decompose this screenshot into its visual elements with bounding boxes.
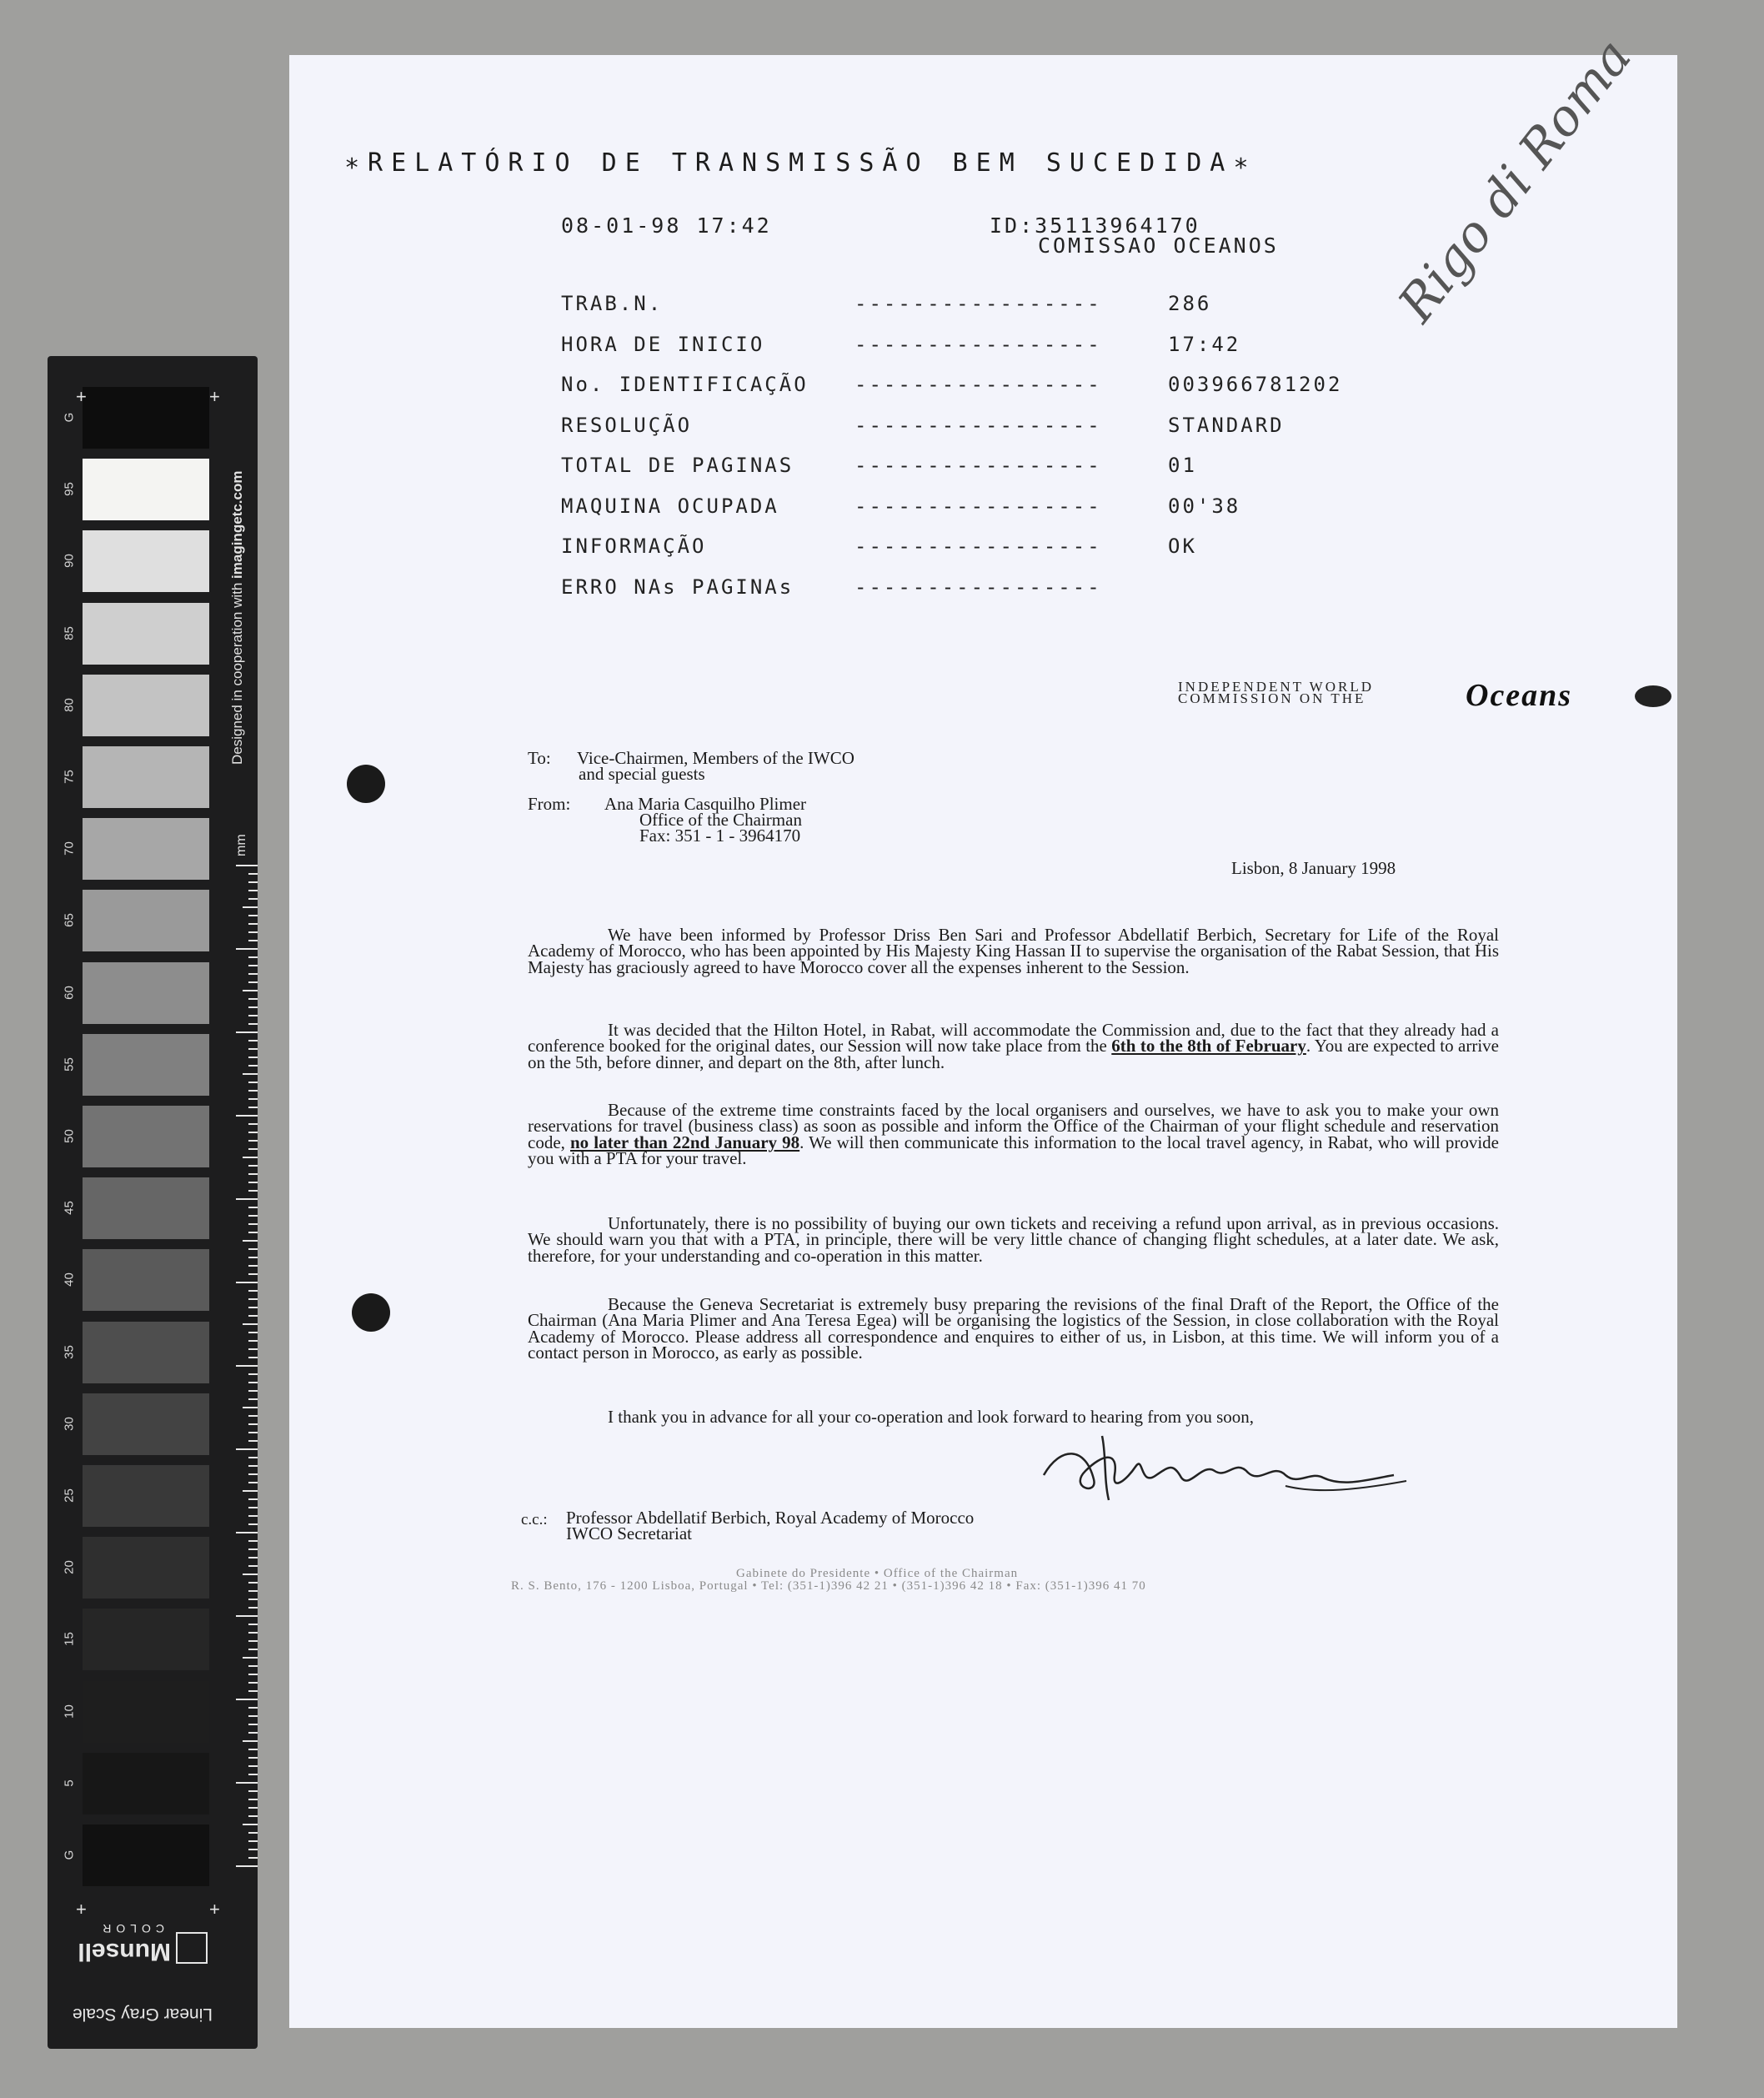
ruler-tick	[248, 1724, 258, 1725]
ruler-tick	[236, 865, 258, 866]
gray-patch-label: 35	[62, 1344, 77, 1359]
ruler-tick	[248, 1423, 258, 1425]
fax-report-row	[561, 454, 1395, 492]
munsell-brand	[72, 1890, 213, 2024]
ruler-tick	[248, 1273, 258, 1275]
ruler-tick	[248, 1599, 258, 1600]
fax-row-dashes: -----------------	[854, 494, 1102, 518]
fax-row-dashes: -----------------	[854, 373, 1102, 396]
ruler-tick	[248, 1090, 258, 1092]
credit-text: Designed in cooperation with imagingetc.com	[229, 470, 245, 765]
ruler-tick	[248, 1682, 258, 1684]
ruler-tick	[248, 1832, 258, 1834]
ruler-tick	[248, 931, 258, 933]
to-line-1: Vice-Chairmen, Members of the IWCO	[577, 748, 854, 768]
ruler-tick	[243, 1240, 258, 1242]
fax-report-row	[561, 333, 1395, 371]
ruler-tick	[248, 1690, 258, 1692]
gray-patch	[83, 746, 209, 808]
ruler-tick	[243, 1657, 258, 1659]
ruler-tick	[248, 898, 258, 900]
fax-row-label: TOTAL DE PAGINAS	[561, 454, 794, 477]
ruler-tick	[243, 1490, 258, 1492]
ruler-tick	[248, 1340, 258, 1342]
plus-mark-top-left: +	[76, 386, 87, 407]
gray-patch	[83, 1393, 209, 1455]
ruler-tick	[236, 1782, 258, 1784]
ruler-tick	[243, 1323, 258, 1325]
fax-sender-id: ID:35113964170	[990, 213, 1200, 238]
ruler-tick	[248, 1290, 258, 1292]
letter-date: Lisbon, 8 January 1998	[1231, 858, 1396, 878]
gray-patch-label: 40	[62, 1272, 77, 1287]
ruler-tick	[248, 1223, 258, 1225]
gray-patch	[83, 1034, 209, 1096]
ruler-tick	[248, 1332, 258, 1333]
fax-row-label: No. IDENTIFICAÇÃO	[561, 373, 809, 396]
ruler-tick	[243, 1157, 258, 1158]
ruler-tick	[248, 1182, 258, 1183]
ruler-tick	[248, 873, 258, 875]
ruler-tick	[248, 1749, 258, 1750]
ruler-tick	[248, 1148, 258, 1150]
ruler-tick	[248, 1248, 258, 1250]
ruler-tick	[248, 1799, 258, 1800]
punch-hole-bottom	[352, 1293, 390, 1332]
ruler-tick	[248, 1373, 258, 1375]
ruler-tick	[236, 1365, 258, 1367]
ruler-tick	[248, 1232, 258, 1233]
paragraph-3: Because of the extreme time constraints faced by the local organisers and ourselves, we have to ask you to make your own reservations for travel (business class) as soon as possible and inform the Office of the Chairman of your flight schedule and reservation code, no later than 22nd January 98. We will then communicate this information to the local travel agency, in Rabat, who will provide you with a PTA for your travel.	[528, 1100, 1499, 1169]
fax-row-label: INFORMAÇÃO	[561, 535, 707, 558]
gray-patch-label: 10	[62, 1704, 77, 1719]
fax-row-label: TRAB.N.	[561, 292, 664, 315]
ruler-tick	[248, 915, 258, 916]
mm-ruler	[236, 865, 258, 1878]
gray-patch	[83, 1537, 209, 1599]
fax-row-dashes: -----------------	[854, 535, 1102, 558]
from-line-1: Ana Maria Casquilho Plimer	[604, 794, 807, 814]
ruler-tick	[243, 1073, 258, 1075]
gray-patch	[83, 530, 209, 592]
ruler-tick	[248, 1006, 258, 1008]
ruler-tick	[248, 1107, 258, 1108]
fax-row-value: 286	[1168, 292, 1212, 315]
gray-patch	[83, 1106, 209, 1167]
gray-patch-label: 75	[62, 770, 77, 784]
ruler-tick	[236, 1198, 258, 1200]
gray-patch	[83, 1322, 209, 1383]
ruler-tick	[248, 1382, 258, 1383]
gray-patch-label: 90	[62, 554, 77, 569]
ruler-tick	[248, 1015, 258, 1016]
plus-mark-top-right: +	[209, 386, 220, 407]
gray-patch	[83, 1681, 209, 1743]
fax-row-value: 003966781202	[1168, 373, 1343, 396]
ruler-tick	[243, 1407, 258, 1408]
ruler-tick	[248, 1557, 258, 1558]
fax-row-label: MAQUINA OCUPADA	[561, 494, 779, 518]
ruler-tick	[248, 1390, 258, 1392]
ruler-tick	[248, 956, 258, 958]
fax-row-value: 17:42	[1168, 332, 1241, 356]
product-label: Linear Gray Scale	[72, 2005, 213, 2024]
munsell-logo-icon	[176, 1932, 208, 1964]
paragraph-5: Because the Geneva Secretariat is extremely busy preparing the revisions of the final Draft of the Report, the Office of the Chairman (Ana Maria Plimer and Ana Teresa Egea) will be organising the logistics of the Session, in close collaboration with the Royal Academy of Morocco. Please address all correspondence and enquires to either of us, in Lisbon, at this time. We will inform you of a contact person in Morocco, as early as possible.	[528, 1294, 1499, 1363]
ruler-tick	[248, 1498, 258, 1500]
ruler-tick	[236, 1865, 258, 1867]
fax-row-label: RESOLUÇÃO	[561, 413, 693, 437]
ruler-tick	[248, 940, 258, 941]
ruler-tick	[248, 1757, 258, 1759]
fax-report-title: ∗RELATÓRIO DE TRANSMISSÃO BEM SUCEDIDA∗	[344, 148, 1257, 178]
ruler-tick	[248, 1048, 258, 1050]
from-label: From:	[528, 794, 571, 814]
ruler-tick	[248, 1415, 258, 1417]
brand-sub: COLOR	[98, 1922, 164, 1935]
ruler-tick	[248, 1140, 258, 1142]
fax-date-time: 08-01-98 17:42	[561, 213, 772, 238]
ruler-tick	[248, 973, 258, 975]
ruler-tick	[248, 1840, 258, 1842]
gray-patch-label: 70	[62, 841, 77, 856]
fax-row-dashes: -----------------	[854, 575, 1102, 599]
ruler-tick	[248, 1674, 258, 1675]
ruler-tick	[236, 1115, 258, 1117]
globe-icon	[1635, 685, 1671, 707]
gray-patch-label: 80	[62, 697, 77, 712]
ruler-tick	[248, 1774, 258, 1775]
gray-patch	[83, 1824, 209, 1886]
signature	[1035, 1429, 1419, 1504]
ruler-tick	[248, 965, 258, 966]
gray-scale-card	[48, 356, 258, 2049]
ruler-tick	[248, 1440, 258, 1442]
ruler-tick	[236, 1282, 258, 1283]
ruler-tick	[248, 1257, 258, 1258]
ruler-tick	[248, 1765, 258, 1767]
ruler-tick	[236, 1031, 258, 1033]
letterhead-line-2: COMMISSION ON THE	[1178, 690, 1366, 706]
ruler-tick	[248, 1790, 258, 1792]
fax-row-label: HORA DE INICIO	[561, 332, 765, 356]
gray-patch	[83, 603, 209, 665]
ruler-tick	[248, 1565, 258, 1567]
to-label: To:	[528, 748, 551, 768]
letter-footer: Gabinete do Presidente • Office of the Chairman R. S. Bento, 176 - 1200 Lisboa, Portugal • Tel: (351-1)396 42 21 • (351-1)396 42 18 • Fax: (351-1)396 41 70	[511, 1567, 1146, 1592]
gray-patch	[83, 890, 209, 951]
handwritten-note: Rigo di Roma	[1387, 28, 1643, 334]
fax-report-row	[561, 575, 1395, 614]
ruler-tick	[248, 1732, 258, 1734]
ruler-tick	[248, 1515, 258, 1517]
ruler-tick	[248, 1482, 258, 1483]
ruler-tick	[248, 1123, 258, 1125]
ruler-tick	[248, 1649, 258, 1650]
cc-line-1: Professor Abdellatif Berbich, Royal Academy of Morocco	[566, 1508, 975, 1528]
ruler-tick	[248, 1548, 258, 1550]
brand-name: Munsell	[78, 1938, 171, 1965]
ruler-tick	[236, 1615, 258, 1617]
ruler-tick	[248, 1849, 258, 1850]
letterhead-oceans: Oceans	[1466, 678, 1573, 713]
gray-patch	[83, 1465, 209, 1527]
gray-patch-label: 55	[62, 1057, 77, 1072]
ruler-tick	[248, 1357, 258, 1358]
ruler-tick	[248, 1173, 258, 1175]
ruler-tick	[248, 1098, 258, 1100]
ruler-tick	[248, 998, 258, 1000]
gray-patch-label: 50	[62, 1129, 77, 1143]
fax-row-label: ERRO NAs PAGINAs	[561, 575, 794, 599]
gray-patch-label: G	[62, 412, 77, 423]
gray-patch	[83, 962, 209, 1024]
fax-station-name: COMISSAO OCEANOS	[1038, 233, 1279, 258]
gray-patch	[83, 459, 209, 520]
fax-report-row	[561, 292, 1395, 330]
ruler-tick	[248, 1132, 258, 1133]
ruler-tick	[248, 1473, 258, 1475]
ruler-tick	[248, 1432, 258, 1433]
ruler-tick	[248, 923, 258, 925]
ruler-tick	[248, 1624, 258, 1625]
fax-report-row	[561, 373, 1395, 411]
ruler-tick	[248, 1707, 258, 1709]
ruler-tick	[248, 1507, 258, 1508]
gray-patch-label: 45	[62, 1201, 77, 1216]
ruler-tick	[248, 1632, 258, 1634]
ruler-tick	[248, 1815, 258, 1817]
fax-row-dashes: -----------------	[854, 413, 1102, 437]
ruler-tick	[248, 1582, 258, 1584]
gray-patch	[83, 1609, 209, 1670]
ruler-tick	[248, 1040, 258, 1041]
fax-row-value: 01	[1168, 454, 1197, 477]
gray-patch-label: G	[62, 1850, 77, 1860]
to-line-2: and special guests	[579, 764, 705, 784]
ruler-tick	[248, 1315, 258, 1317]
fax-report-row	[561, 414, 1395, 452]
fax-row-value: 00'38	[1168, 494, 1241, 518]
gray-patch-label: 5	[62, 1779, 77, 1787]
letterhead-line-1: INDEPENDENT WORLD	[1178, 679, 1374, 695]
ruler-tick	[243, 1740, 258, 1742]
gray-patch-label: 85	[62, 625, 77, 640]
fax-row-dashes: -----------------	[854, 454, 1102, 477]
ruler-tick	[243, 990, 258, 991]
gray-patch-label: 60	[62, 985, 77, 1000]
ruler-tick	[248, 1807, 258, 1809]
from-line-3: Fax: 351 - 1 - 3964170	[639, 826, 801, 846]
iwco-letterhead-logo	[1178, 677, 1661, 719]
reservation-deadline: no later than 22nd January 98	[570, 1132, 800, 1152]
fax-row-value: OK	[1168, 535, 1197, 558]
fax-row-dashes: -----------------	[854, 292, 1102, 315]
ruler-tick	[236, 1532, 258, 1533]
ruler-tick	[248, 981, 258, 983]
gray-patch	[83, 675, 209, 736]
paper-sheet	[289, 28, 1677, 2028]
ruler-tick	[248, 1398, 258, 1400]
ruler-tick	[248, 1298, 258, 1300]
ruler-tick	[248, 881, 258, 883]
ruler-tick	[248, 1057, 258, 1058]
ruler-tick	[248, 1215, 258, 1217]
ruler-tick	[236, 1448, 258, 1450]
ruler-tick	[248, 1065, 258, 1067]
ruler-tick	[243, 906, 258, 908]
ruler-tick	[248, 1640, 258, 1642]
ruler-tick	[243, 1574, 258, 1575]
session-dates: 6th to the 8th of February	[1111, 1036, 1306, 1057]
ruler-tick	[248, 1207, 258, 1208]
fax-row-value: STANDARD	[1168, 413, 1285, 437]
fax-row-dashes: -----------------	[854, 332, 1102, 356]
paragraph-4: Unfortunately, there is no possibility of buying our own tickets and receiving a refund upon arrival, as in previous occasions. We should warn you that with a PTA, in principle, there will be very little chance of changing flight schedules, at a later date. We ask, therefore, for your understanding and co-operation in this matter.	[528, 1213, 1499, 1266]
paragraph-6: I thank you in advance for all your co-operation and look forward to hearing from you soon,	[608, 1407, 1255, 1427]
ruler-tick	[248, 1857, 258, 1859]
gray-patch	[83, 1249, 209, 1311]
ruler-tick	[248, 1307, 258, 1308]
gray-patch	[83, 1753, 209, 1814]
ruler-tick	[248, 1665, 258, 1667]
unit-label: mm	[234, 834, 248, 856]
gray-patch-label: 25	[62, 1488, 77, 1503]
ruler-tick	[248, 1165, 258, 1167]
ruler-tick	[248, 1348, 258, 1350]
paragraph-1: We have been informed by Professor Driss Ben Sari and Professor Abdellatif Berbich, Secretary for Life of the Royal Academy of Morocco, who has been appointed by His Majesty King Hassan II to supervise the organisation of the Rabat Session, that His Majesty has graciously agreed to have Morocco cover all the expenses inherent to the Session.	[528, 925, 1499, 977]
fax-report-row	[561, 494, 1395, 533]
from-line-2: Office of the Chairman	[639, 810, 802, 830]
ruler-tick	[248, 1190, 258, 1192]
punch-hole-top	[347, 765, 385, 803]
ruler-tick	[248, 1590, 258, 1592]
cc-label: c.c.:	[521, 1511, 548, 1528]
gray-patch-label: 30	[62, 1416, 77, 1431]
ruler-tick	[236, 948, 258, 950]
gray-patch	[83, 1177, 209, 1239]
ruler-tick	[248, 1082, 258, 1083]
ruler-tick	[248, 1540, 258, 1542]
gray-patch-label: 65	[62, 913, 77, 928]
gray-patch	[83, 818, 209, 880]
ruler-tick	[243, 1824, 258, 1825]
gray-patch-label: 15	[62, 1632, 77, 1647]
ruler-tick	[248, 1523, 258, 1525]
ruler-tick	[248, 1023, 258, 1025]
ruler-tick	[236, 1699, 258, 1700]
plus-mark-bottom-left: +	[76, 1899, 87, 1920]
ruler-tick	[248, 1715, 258, 1717]
fax-report-row	[561, 535, 1395, 573]
cc-line-2: IWCO Secretariat	[566, 1523, 693, 1543]
paragraph-2: It was decided that the Hilton Hotel, in Rabat, will accommodate the Commission and, due to the fact that they already had a conference booked for the original dates, our Session will now take place from the 6th to the 8th of February. You are expected to arrive on the 5th, before dinner, and depart on the 8th, after lunch.	[528, 1020, 1499, 1072]
gray-patch	[83, 387, 209, 449]
ruler-tick	[248, 1465, 258, 1467]
ruler-tick	[248, 890, 258, 891]
gray-patch-label: 20	[62, 1560, 77, 1575]
ruler-tick	[248, 1607, 258, 1609]
ruler-tick	[248, 1457, 258, 1458]
plus-mark-bottom-right: +	[209, 1899, 220, 1920]
gray-patch-label: 95	[62, 482, 77, 497]
ruler-tick	[248, 1265, 258, 1267]
